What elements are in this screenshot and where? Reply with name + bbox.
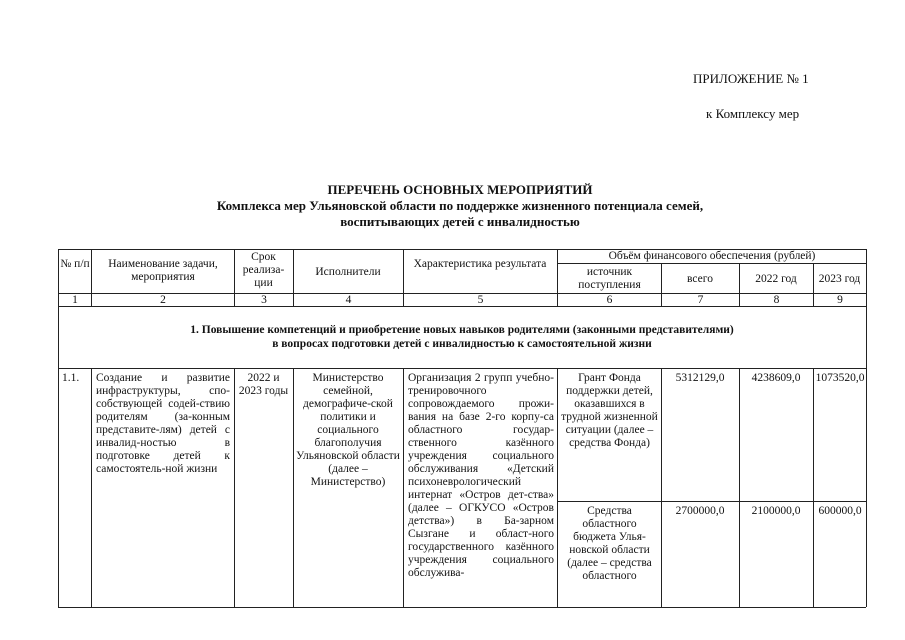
col-number-2: 2 [160,294,166,306]
header-result: Характеристика результата [413,258,547,270]
header-source: источник поступления [578,266,641,291]
row-2023-1: 1073520,0 [815,372,865,384]
col-number-1: 1 [72,294,78,306]
table-border-bottom [58,607,866,608]
col-number-8: 8 [773,294,780,306]
row-total-2: 2700000,0 [675,505,725,517]
col-number-6: 6 [606,294,613,306]
col-divider-3 [293,249,294,306]
header-num: № п/п [60,258,90,270]
header-2023: 2023 год [818,273,861,285]
header-finance: Объём финансового обеспечения (рублей) [608,250,816,262]
row-2022-2: 2100000,0 [751,505,801,517]
col-number-9: 9 [837,294,843,306]
header-name: Наименование задачи, мероприятия [108,258,218,283]
col-divider-4 [403,249,404,306]
col-divider-5 [557,249,558,306]
appendix-subtitle: к Комплексу мер [706,106,800,121]
row-executors: Министерство семейной, демографиче-ской политики и социального благополучия Ульяновской области (далее – Министерство) [296,372,400,488]
title-line-2: Комплекса мер Ульяновской области по поддержке жизненного потенциала семей, [216,198,704,213]
table-border-left [58,249,59,607]
col-divider-7 [739,263,740,306]
table-border-right [866,249,867,607]
row-source-1: Грант Фонда поддержки детей, оказавшихся в трудной жизненной ситуации (далее – средства Фонда) [561,372,658,449]
section-heading-line-1: 1. Повышение компетенций и приобретение новых навыков родителями (законными представителями) [190,324,734,336]
col-number-3: 3 [261,294,267,306]
section-bottom-line [58,368,866,369]
col-divider-1 [91,249,92,306]
header-2022: 2022 год [755,273,797,285]
title-line-1: ПЕРЕЧЕНЬ ОСНОВНЫХ МЕРОПРИЯТИЙ [327,182,593,197]
col-number-4: 4 [345,294,352,306]
col-divider-2 [234,249,235,306]
header-total: всего [687,273,713,285]
document-title [80,182,840,230]
col-number-5: 5 [477,294,484,306]
col-number-7: 7 [697,294,704,306]
row-num: 1.1. [62,372,80,384]
row-source-2: Средства областного бюджета Улья-новской области (далее – средства областного [567,505,652,582]
header-executors: Исполнители [315,266,381,278]
col-divider-6 [661,263,662,306]
row-divider-7 [739,368,740,607]
title-line-3: воспитывающих детей с инвалидностью [340,214,580,229]
appendix-label: ПРИЛОЖЕНИЕ № 1 [693,71,809,86]
row-divider-5 [557,368,558,607]
col-divider-8 [813,263,814,306]
row-name: Создание и развитие инфраструктуры, спо-собствующей содей-ствию родителям (за-конным представите-лям) детей с инвалид-ностью в подготовке детей к самостоятель-ной жизни [96,372,230,475]
row-2023-2: 600000,0 [818,505,862,517]
section-heading-line-2: в вопросах подготовки детей с инвалидностью к самостоятельной жизни [272,338,652,350]
row-total-1: 5312129,0 [675,372,725,384]
row-divider-8 [813,368,814,607]
subrow-divider-line [557,501,866,502]
finance-subheader-line [557,263,866,264]
row-term: 2022 и 2023 годы [238,372,289,397]
row-result: Организация 2 групп учебно-тренировочного сопровождаемого прожи-вания на базе 2-го корпу-са областного государ-ственного казённого учреждения социального обслуживания «Детский психоневрологический интернат «Остров дет-ства» (далее – ОГКУСО «Остров детства») в Ба-зарном Сызгане и област-ного государственного казённого учреждения социального обслужива- [408,372,554,579]
row-2022-1: 4238609,0 [751,372,801,384]
header-term: Срок реализа-ции [242,251,285,289]
row-divider-6 [661,368,662,607]
row-divider-4 [403,368,404,607]
row-divider-1 [91,368,92,607]
row-divider-2 [234,368,235,607]
section-heading [58,323,866,351]
row-divider-3 [293,368,294,607]
